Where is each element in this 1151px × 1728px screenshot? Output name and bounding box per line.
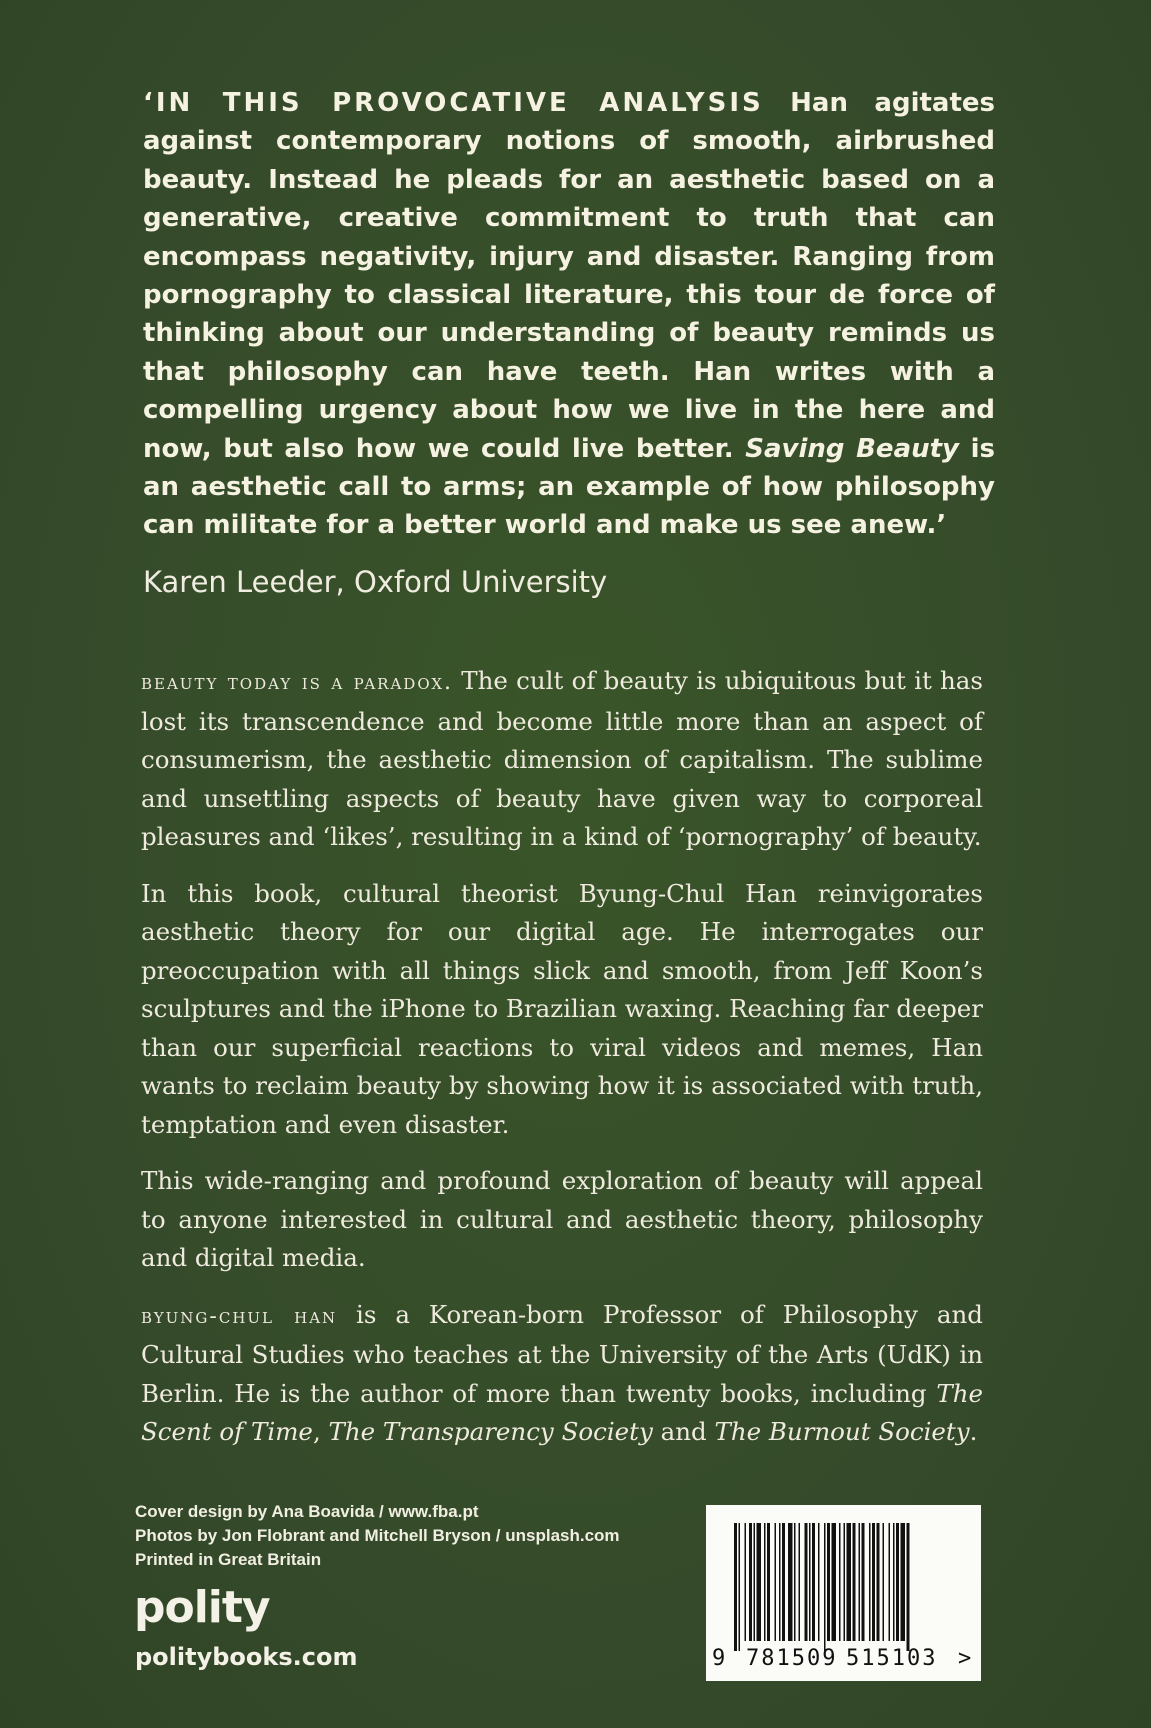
barcode-bar [824,1523,826,1651]
barcode-bar [877,1523,880,1641]
barcode-bar [893,1523,895,1641]
barcode-bar [839,1523,841,1641]
publisher-site: politybooks.com [135,1643,358,1671]
barcode-bar [764,1523,766,1641]
book-title-1: The Scent of Time [141,1378,983,1446]
blurb [141,662,983,1470]
barcode-graphic [706,1505,981,1681]
barcode-bar [889,1523,891,1641]
barcode-bar [767,1523,770,1641]
barcode-digits-main: 781509 [746,1646,838,1671]
barcode-digits-end: 515103 [846,1646,938,1671]
barcode-bar [872,1523,875,1641]
barcode-bar [827,1523,830,1641]
quote-book-title: Saving Beauty [745,433,960,464]
barcode-bar [754,1523,756,1641]
blurb-lead: beauty today is a paradox. [141,670,454,695]
barcode-bar [809,1523,811,1641]
barcode-bars [734,1523,910,1651]
author-bio: byung-chul han is a Korean-born Professor of Philosophy and Cultural Studies who teaches at the University of the Arts (UdK) in Berlin. He is the author of more than twenty books, including The Scent of Time, The Transparency Society and The Burnout Society. [141,1299,983,1446]
barcode-bar [749,1523,752,1641]
barcode-bar [788,1523,793,1641]
barcode-bar [832,1523,837,1641]
author-name: byung-chul han [141,1303,338,1329]
blurb-paragraph-3: This wide-ranging and profound exploration of beauty will appeal to anyone interested in cultural and aesthetic theory, philosophy and digital media. [141,1166,983,1272]
barcode-bar [862,1523,865,1641]
barcode-bar [896,1523,899,1641]
barcode-bar [847,1523,852,1641]
book-title-2: The Transparency Society [328,1417,653,1446]
barcode-bar [794,1523,796,1641]
blurb-paragraph-2: In this book, cultural theorist Byung-Chul Han reinvigorates aesthetic theory for our digital age. He interrogates our preoccupation with all things slick and smooth, from Jeff Koon’s sculptures and the iPhone to Brazilian waxing. Reaching far deeper than our superficial reactions to viral videos and memes, Han wants to reclaim beauty by showing how it is associated with truth, temptation and even disaster. [141,878,983,1139]
quote-attribution: Karen Leeder, Oxford University [143,565,608,599]
quote-text-end: is an aesthetic call to arms; an example of how philosophy can militate for a better world and make us see anew.’ [143,433,996,541]
quote-text: Han agitates against contemporary notions of smooth, airbrushed beauty. Instead he pleads for an aesthetic based on a generative, creative commitment to truth that can encompass negativity, injury and disaster. Ranging from pornography to classical literature, this tour de force of thinking about our understanding of beauty reminds us that philosophy can have teeth. Han writes with a compelling urgency about how we live in the here and now, but also how we could live better. [143,88,996,464]
print-credit: Printed in Great Britain [135,1550,322,1569]
publisher-logo: polity [134,1582,270,1633]
barcode-bar [757,1523,762,1641]
barcode-bar [907,1523,910,1651]
barcode-bar [869,1523,871,1641]
barcode-bar [775,1523,777,1641]
barcode-bar [799,1523,801,1641]
barcode-bar [818,1523,820,1641]
barcode-bar [883,1523,885,1641]
barcode-bar [901,1523,906,1641]
barcode-bar [779,1523,781,1641]
barcode-bar [745,1523,747,1641]
barcode-arrow: > [958,1646,972,1671]
photo-credit: Photos by Jon Flobrant and Mitchell Bryson / unsplash.com [135,1526,620,1545]
barcode-bar [812,1523,815,1641]
barcode-bar [739,1523,741,1651]
barcode [706,1505,981,1681]
barcode-bar [844,1523,846,1641]
barcode-bar [734,1523,737,1651]
barcode-digit-lead: 9 [712,1646,726,1671]
blurb-paragraph-1: beauty today is a paradox. The cult of beauty is ubiquitous but it has lost its transcendence and become little more than an aspect of consumerism, the aesthetic dimension of capitalism. The sublime and unsettling aspects of beauty have given way to corporeal pleasures and ‘likes’, resulting in a kind of ‘pornography’ of beauty. [141,666,983,851]
cover-credit: Cover design by Ana Boavida / www.fba.pt [135,1502,479,1521]
barcode-bar [859,1523,861,1641]
barcode-bar [782,1523,785,1641]
quote-lead: ‘IN THIS PROVOCATIVE ANALYSIS [143,88,764,118]
barcode-bar [853,1523,856,1641]
credits [135,1500,620,1572]
endorsement-quote [143,84,995,545]
book-title-3: The Burnout Society [714,1417,970,1446]
barcode-bar [805,1523,808,1641]
